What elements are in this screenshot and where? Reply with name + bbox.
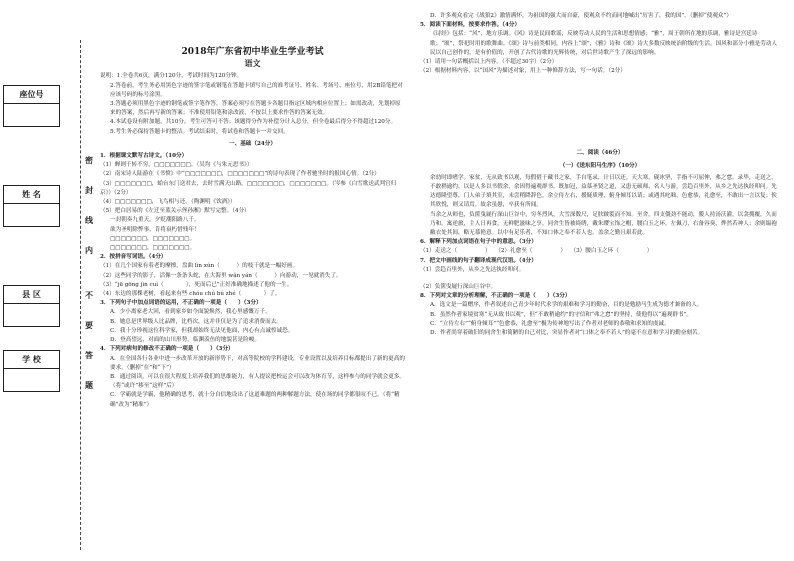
question-heading: 1．根据课文默写古诗文。（10分）: [100, 153, 188, 160]
passage-paragraph: 余幼时即嗜学。家贫，无从致书以观，每假借于藏书之家，手自笔录，计日以还。天大寒，砚冰坚，手指不可屈伸，弗之怠。录毕，走送之，不敢稍逾约。以是人多以书假余，余因得遍观群书。既加冠，益慕圣贤之道，又患无硕师、名人与游，尝趋百里外，从乡之先达执经叩问。先达德隆望尊，门人弟子填其室，未尝稍降辞色。余立侍左右，援疑质理，俯身倾耳以请；或遇其叱咄，色愈恭，礼愈至，不敢出一言以复；俟其欣悦，则又请焉。故余虽愚，卒获有所闻。: [430, 174, 777, 209]
seal-char: 题: [85, 380, 93, 390]
question-heading: 5．阅读下面材料，按要求作答。（4分）: [420, 22, 521, 29]
school-label: 学 校: [4, 351, 59, 369]
passage-paragraph: 当余之从师也，负箧曳屣行深山巨谷中，穷冬烈风，大雪深数尺，足肤皲裂而不知。至舍，四支僵劲不能动，媵人持汤沃灌，以衾拥覆，久而乃和。寓逆旅，主人日再食，无鲜肥滋味之享。同舍生皆被绮绣，戴朱缨宝饰之帽，腰白玉之环，左佩刀，右备容臭，烨然若神人；余则缊袍敝衣处其间，略无慕艳意。以中有足乐者，不知口体之奉不若人也。盖余之勤且艰若此。: [430, 211, 777, 237]
note-line: 说明：1.全卷共6页，满分120分，考试时间为120分钟。: [100, 73, 243, 80]
seal-char: 答: [85, 350, 93, 360]
question-line: （2）负箧曳屣行深山巨谷中。: [420, 284, 497, 291]
question-heading: 3．下列句子中加点词语的运用，不正确的一项是（ ）（3分）: [100, 300, 262, 307]
question-line: （3）“jū gōng jìn cuì（ ），死而后已”正好准确地描述了他的一生。: [100, 281, 293, 288]
seat-number-label: 座位号: [4, 86, 59, 104]
seal-char: 内: [85, 245, 93, 255]
option-line: C．我十分珍视这位科学家，但我却始终无法见他面，内心有点诚惶诚恐。: [110, 327, 294, 334]
note-line: 2.答卷前，考生务必用黑色字迹的签字笔或钢笔在答题卡填写自己的准考证号、姓名、考场号、座位号，用2B铅笔把对应该号码的标号涂黑。: [110, 82, 403, 98]
name-label: 姓 名: [4, 186, 59, 204]
question-heading: 6．解释下列加点词语在句子中的意思。（3分）: [420, 239, 537, 246]
question-line: （3）□□□□□□□，蛤台东门送君去，去时雪满天山路。□□□□□□□，□□□□□□□。（岑参《白雪歌送武判官归京》）（2分）: [100, 180, 397, 196]
district-box: [3, 285, 60, 327]
exam-title: 2018年广东省初中毕业生学业考试: [181, 47, 324, 57]
q6-item: （1）走送之（ ）: [420, 248, 488, 255]
seal-char: 线: [85, 215, 93, 225]
seal-line: [80, 40, 81, 550]
seat-number-box: [3, 85, 60, 127]
section-heading: 二、阅读（46分）: [576, 150, 624, 157]
right-column: [420, 0, 780, 561]
question-line: （1）尝趋百里外，从乡之先达执经叩问。: [420, 266, 525, 273]
q6-item: （2）礼愈至（ ）: [495, 248, 564, 255]
option-line: A．在全国各行各业中进一步改革开放的新形势下，对高等院校的学科建设，专业设置以及培养目标都提出了新的更高的要求。（删掉“在”和“下”）: [110, 355, 405, 371]
note-line: 5.考生务必保持答题卡的整洁。考试结束时，将试卷和答题卡一并交回。: [110, 128, 289, 135]
note-line: 4.本试卷设有附加题，共10分，考生可答可不答；该题得分作为补偿分计入总分，但全卷最后得分不得超过120分。: [110, 119, 397, 126]
question-line: （1）蝉则千转不穷，□□□□□□□。（吴均《与朱元思书》）: [100, 162, 253, 169]
q6-item: （3）腰白玉之环（ ）: [570, 248, 653, 255]
option-line: D．许多观众看完《战狼2》激情满怀，为祖国的强大而自豪，使观众不约而同地喊出“厉害了，我的国”。（删掉“使观众”）: [430, 13, 732, 19]
question-line: （1）在几个国家有着老的摩擦，盘曲 lìn xún（ ）的枝干就是一幅好画。: [100, 263, 299, 270]
district-field[interactable]: [4, 304, 59, 326]
seat-number-field[interactable]: [4, 104, 59, 126]
question-heading: 7．把文中画线的句子翻译成现代汉语。（4分）: [420, 257, 537, 264]
option-line: D．登高望远，对面的山川形势，临渊羡鱼的地貌甚是险峻。: [110, 337, 260, 344]
question-line: [420, 247, 780, 256]
name-box: [3, 185, 60, 227]
school-box: [3, 350, 60, 392]
option-line: A．少小离家老大回，看到家乡如今面貌焕然，我心里感慨万千。: [110, 309, 271, 316]
school-field[interactable]: [4, 369, 59, 391]
subject-title: 语文: [244, 58, 261, 69]
option-line: A．选文是一篇赠序，作者叙述自己青少年时代求学的艰难和学习的勤奋，目的是勉励马生成为德才兼备的人。: [430, 302, 703, 309]
question-line: （5）把白居易的《左迁至蓝关示侄孙湘》默写完整。（4分）: [100, 208, 250, 215]
question-line: （4）□□□□□□□，飞鸟相与还。（陶渊明《饮酒》）: [100, 199, 236, 206]
poem-line: 欲为圣明除弊事，肯将衰朽惜残年！: [110, 226, 200, 233]
question-line: （2）根据材料内容，以“国风”为描述对象，用上一种修辞方法，写一句话。（2分）: [420, 68, 626, 75]
question-line: （2）这些同学的影子，活像一条条头蛇，在大海里 wǎn yán（ ）向游动，一见就消失了。: [100, 272, 342, 279]
option-line: C．“立侍左右”“俯身倾耳”“色愈恭，礼愈至”极为传神地写出了作者对老师的恭敬和求知的虔诚。: [430, 320, 670, 327]
seal-char: 封: [85, 185, 93, 195]
poem-line: □□□□□□□，□□□□□□□。: [110, 235, 196, 242]
poem-line: □□□□□□□，□□□□□□□。: [110, 245, 196, 252]
question-heading: 8．下列对文章的分析理解，不正确的一项是（ ）（3分）: [420, 293, 571, 300]
name-field[interactable]: [4, 204, 59, 226]
left-column: [100, 0, 405, 561]
question-heading: 4．下列对病句的修改不正确的一项是（ ）（3分）: [100, 346, 234, 353]
passage-title: （一）《送东阳马生序》（10分）: [559, 162, 641, 169]
material-text: 《诗经》包括：“风”，地方乐调。《风》诗是民间歌谣，反映劳动人民的生活和思想情感；“雅”，周王朝所在地的乐调，雅诗是宫廷诗歌；“颂”，祭祀时用的歌舞曲。《颂》诗与前类相同，内容上“颂”，《雅》诗和《颂》诗大多数反映统治阶级的生活。国风和部分小雅是劳动人民以自己创作的，是有价值的，开创了古代诗歌的光辉传统，对后世诗歌产生了深远的影响。: [430, 31, 778, 56]
answer-space[interactable]: [420, 76, 780, 146]
seal-char: 密: [85, 155, 93, 165]
option-line: B．她总是世界级人比品牌，比档次，这并非仅是为了追求消费而去。: [110, 318, 282, 325]
poem-line: 一封朝奏九重天，夕贬潮阳路八千。: [110, 217, 200, 224]
section-heading: 一、基础（24分）: [229, 140, 276, 147]
question-line: （1）请用一句话概括以上内容。（不超过30字）（2分）: [420, 59, 558, 66]
option-line: D．作者尚穿着破旧的同舍生和简陋的自己对比，突显作者对“口体之奉不若人”的毫不在意和学习的勤奋刻苦。: [430, 330, 704, 337]
seal-char: 不: [85, 290, 93, 300]
option-line: B．虽然作者家境贫寒“无从致书以观”，但“不敢稍逾约”的守信和“弗之怠”的坚持，使他得以“遍观群书”。: [430, 311, 692, 318]
question-line: （4）东边的那棵老树，看起来有些 chóu chú bú zhé（ ）了。: [100, 291, 281, 298]
option-line: C．学霸就是学霸，他精确的思考，就十分自信地设出了这道难题的两种解题方法，使在场的同学都很叹不已。（将“精确”改为“精准”）: [110, 392, 400, 408]
district-label: 县 区: [4, 286, 59, 304]
binding-strip: [0, 0, 95, 561]
seal-char: 要: [85, 320, 93, 330]
question-line: （2）南宋诗人陆游在《书愤》中“□□□□□□□，□□□□□□□”的诗句表现了作者驰坐时的报国心情。（2分）: [100, 171, 380, 178]
note-line: 3.答题必须用黑色字迹的钢笔或签字笔作答，答案必须写在答题卡各题目指定区域内相应位置上；如需改动，先划掉原来的答案，然后再写新的答案；不准使用铅笔和涂改液，不按以上要求作答的答案无效。: [110, 101, 401, 117]
question-heading: 2．按拼音写词语。（4分）: [100, 254, 167, 261]
option-line: B．通过阅读，可以在很大程度上培养我们的思维能力，有人提议把校运会可以改为体育节，这样参与的同学就会更多。（将“或许”移至“这样”后）: [110, 373, 405, 390]
